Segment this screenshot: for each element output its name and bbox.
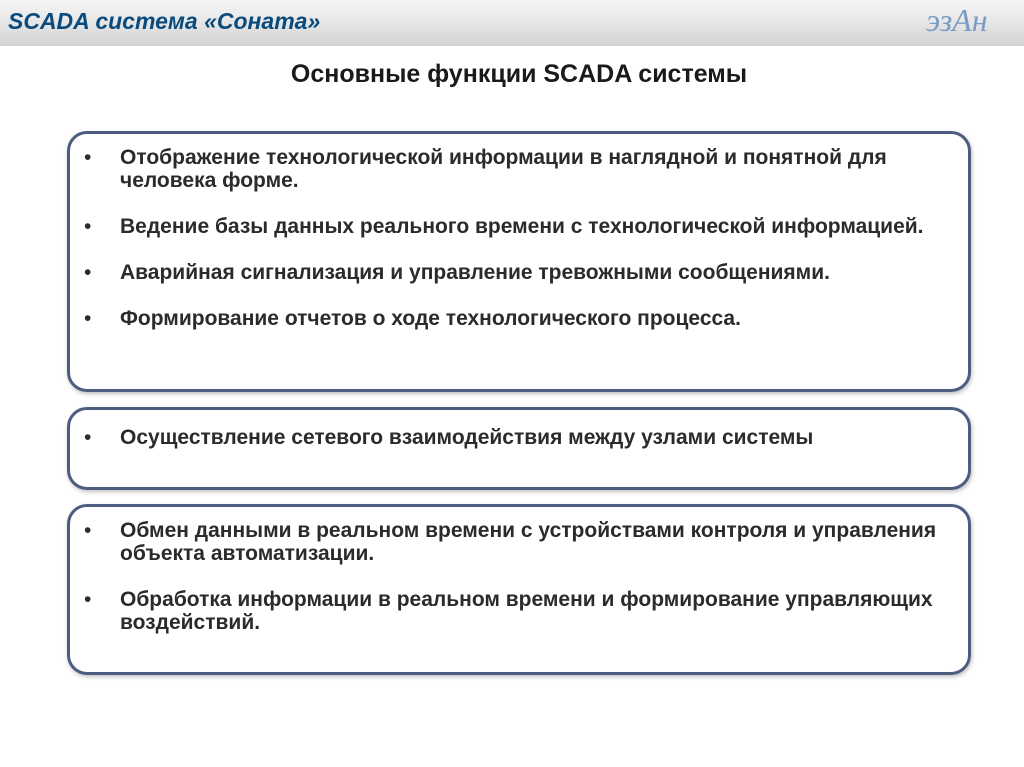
bullet-list <box>70 410 968 453</box>
bullet-marker: • <box>84 146 92 169</box>
list-item <box>70 261 968 284</box>
list-item-text: Отображение технологической информации в наглядной и понятной для человека форме. <box>120 146 887 192</box>
bullet-marker: • <box>84 307 92 330</box>
bullet-marker: • <box>84 588 92 611</box>
company-logo <box>922 0 1020 46</box>
functions-group-network <box>67 407 971 490</box>
page-title: Основные функции SCADA системы <box>290 60 748 88</box>
functions-group-realtime <box>67 504 971 675</box>
list-item-text: Обработка информации в реальном времени и формирование управляющих воздействий. <box>120 588 933 634</box>
list-item <box>70 307 968 330</box>
bullet-marker: • <box>84 426 92 449</box>
list-item <box>70 146 968 192</box>
list-item-text: Обмен данными в реальном времени с устройствами контроля и управления объекта автоматизации. <box>120 519 937 565</box>
list-item <box>70 215 968 238</box>
header-title: SCADA система «Соната» <box>8 8 321 34</box>
bullet-marker: • <box>84 261 92 284</box>
list-item-text: Формирование отчетов о ходе технологического процесса. <box>120 307 741 330</box>
list-item <box>70 423 968 453</box>
logo-text: эзАн <box>926 2 988 38</box>
list-item <box>70 588 968 634</box>
bullet-marker: • <box>84 519 92 542</box>
list-item-text: Ведение базы данных реального времени с технологической информацией. <box>120 215 924 238</box>
list-item <box>70 519 968 565</box>
bullet-marker: • <box>84 215 92 238</box>
bullet-list <box>70 507 968 634</box>
bullet-list <box>70 134 968 330</box>
list-item-text: Аварийная сигнализация и управление тревожными сообщениями. <box>120 261 830 284</box>
header-bar <box>0 0 1024 46</box>
list-item-text: Осуществление сетевого взаимодействия между узлами системы <box>120 426 814 449</box>
functions-group-display <box>67 131 971 392</box>
